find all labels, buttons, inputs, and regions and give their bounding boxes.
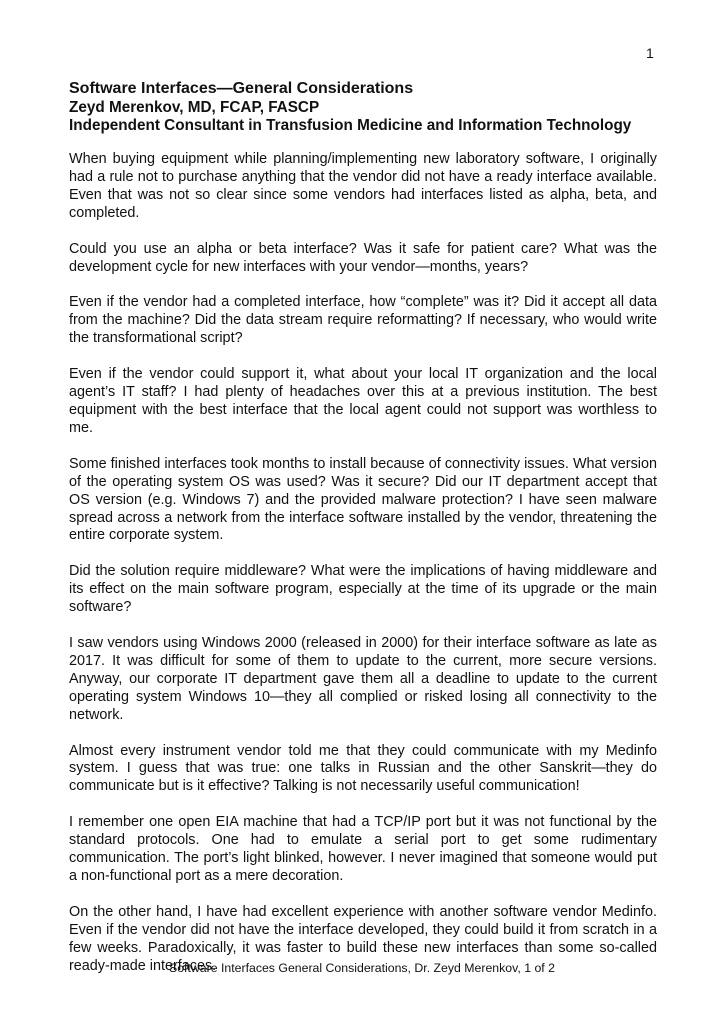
paragraph: Even if the vendor had a completed interface, how “complete” was it? Did it accept all data from the machine? Did the data stream require reformatting? If necessary, who would write the transformational script?	[69, 294, 657, 347]
author-name: Zeyd Merenkov, MD, FCAP, FASCP	[69, 98, 320, 116]
paragraph: On the other hand, I have had excellent experience with another software vendor Medinfo. Even if the vendor did not have the interface developed, they could build it from scratch in a few weeks. Paradoxically, it was faster to build these new interfaces than some so-called ready-made interfaces.	[69, 903, 657, 974]
document-header	[69, 80, 659, 136]
page-number: 1	[646, 45, 654, 61]
paragraph: Could you use an alpha or beta interface? Was it safe for patient care? What was the development cycle for new interfaces with your vendor—months, years?	[69, 240, 657, 275]
paragraph: I saw vendors using Windows 2000 (released in 2000) for their interface software as late as 2017. It was difficult for some of them to update to the current, more secure versions. Anyway, our corporate IT department gave them all a deadline to update to the current operating system Windows 10—they all complied or risked losing all connectivity to the network.	[69, 635, 657, 723]
paragraph: Some finished interfaces took months to install because of connectivity issues. What version of the operating system OS was used? Was it secure? Did our IT department accept that OS version (e.g. Windows 7) and the provided malware protection? I have seen malware spread across a network from the interface software installed by the vendor, threatening the entire corporate system.	[69, 455, 657, 544]
paragraph: Did the solution require middleware? What were the implications of having middleware and its effect on the main software program, especially at the time of its upgrade or the main software?	[69, 563, 657, 616]
paragraph: Even if the vendor could support it, what about your local IT organization and the local agent’s IT staff? I had plenty of headaches over this at a previous institution. The best equipment with the best interface that the local agent could not support was worthless to me.	[69, 366, 657, 436]
paragraph: When buying equipment while planning/implementing new laboratory software, I originally had a rule not to purchase anything that the vendor did not have a ready interface available. Even that was not so clear since some vendors had interfaces listed as alpha, beta, and completed.	[69, 151, 657, 221]
paragraph: Almost every instrument vendor told me that they could communicate with my Medinfo system. I guess that was true: one talks in Russian and the other Sanskrit—they do communicate but is it effective? Talking is not necessarily useful communication!	[69, 742, 657, 795]
document-body	[69, 151, 657, 994]
page-footer: Software Interfaces General Considerations, Dr. Zeyd Merenkov, 1 of 2	[169, 961, 555, 975]
paragraph: I remember one open EIA machine that had a TCP/IP port but it was not functional by the standard protocols. One had to emulate a serial port to get some rudimentary communication. The port’s light blinked, however. I never imagined that someone would put a non-functional port as a mere decoration.	[69, 814, 657, 884]
document-title: Software Interfaces—General Considerations	[69, 80, 414, 97]
author-affiliation: Independent Consultant in Transfusion Medicine and Information Technology	[69, 117, 632, 134]
